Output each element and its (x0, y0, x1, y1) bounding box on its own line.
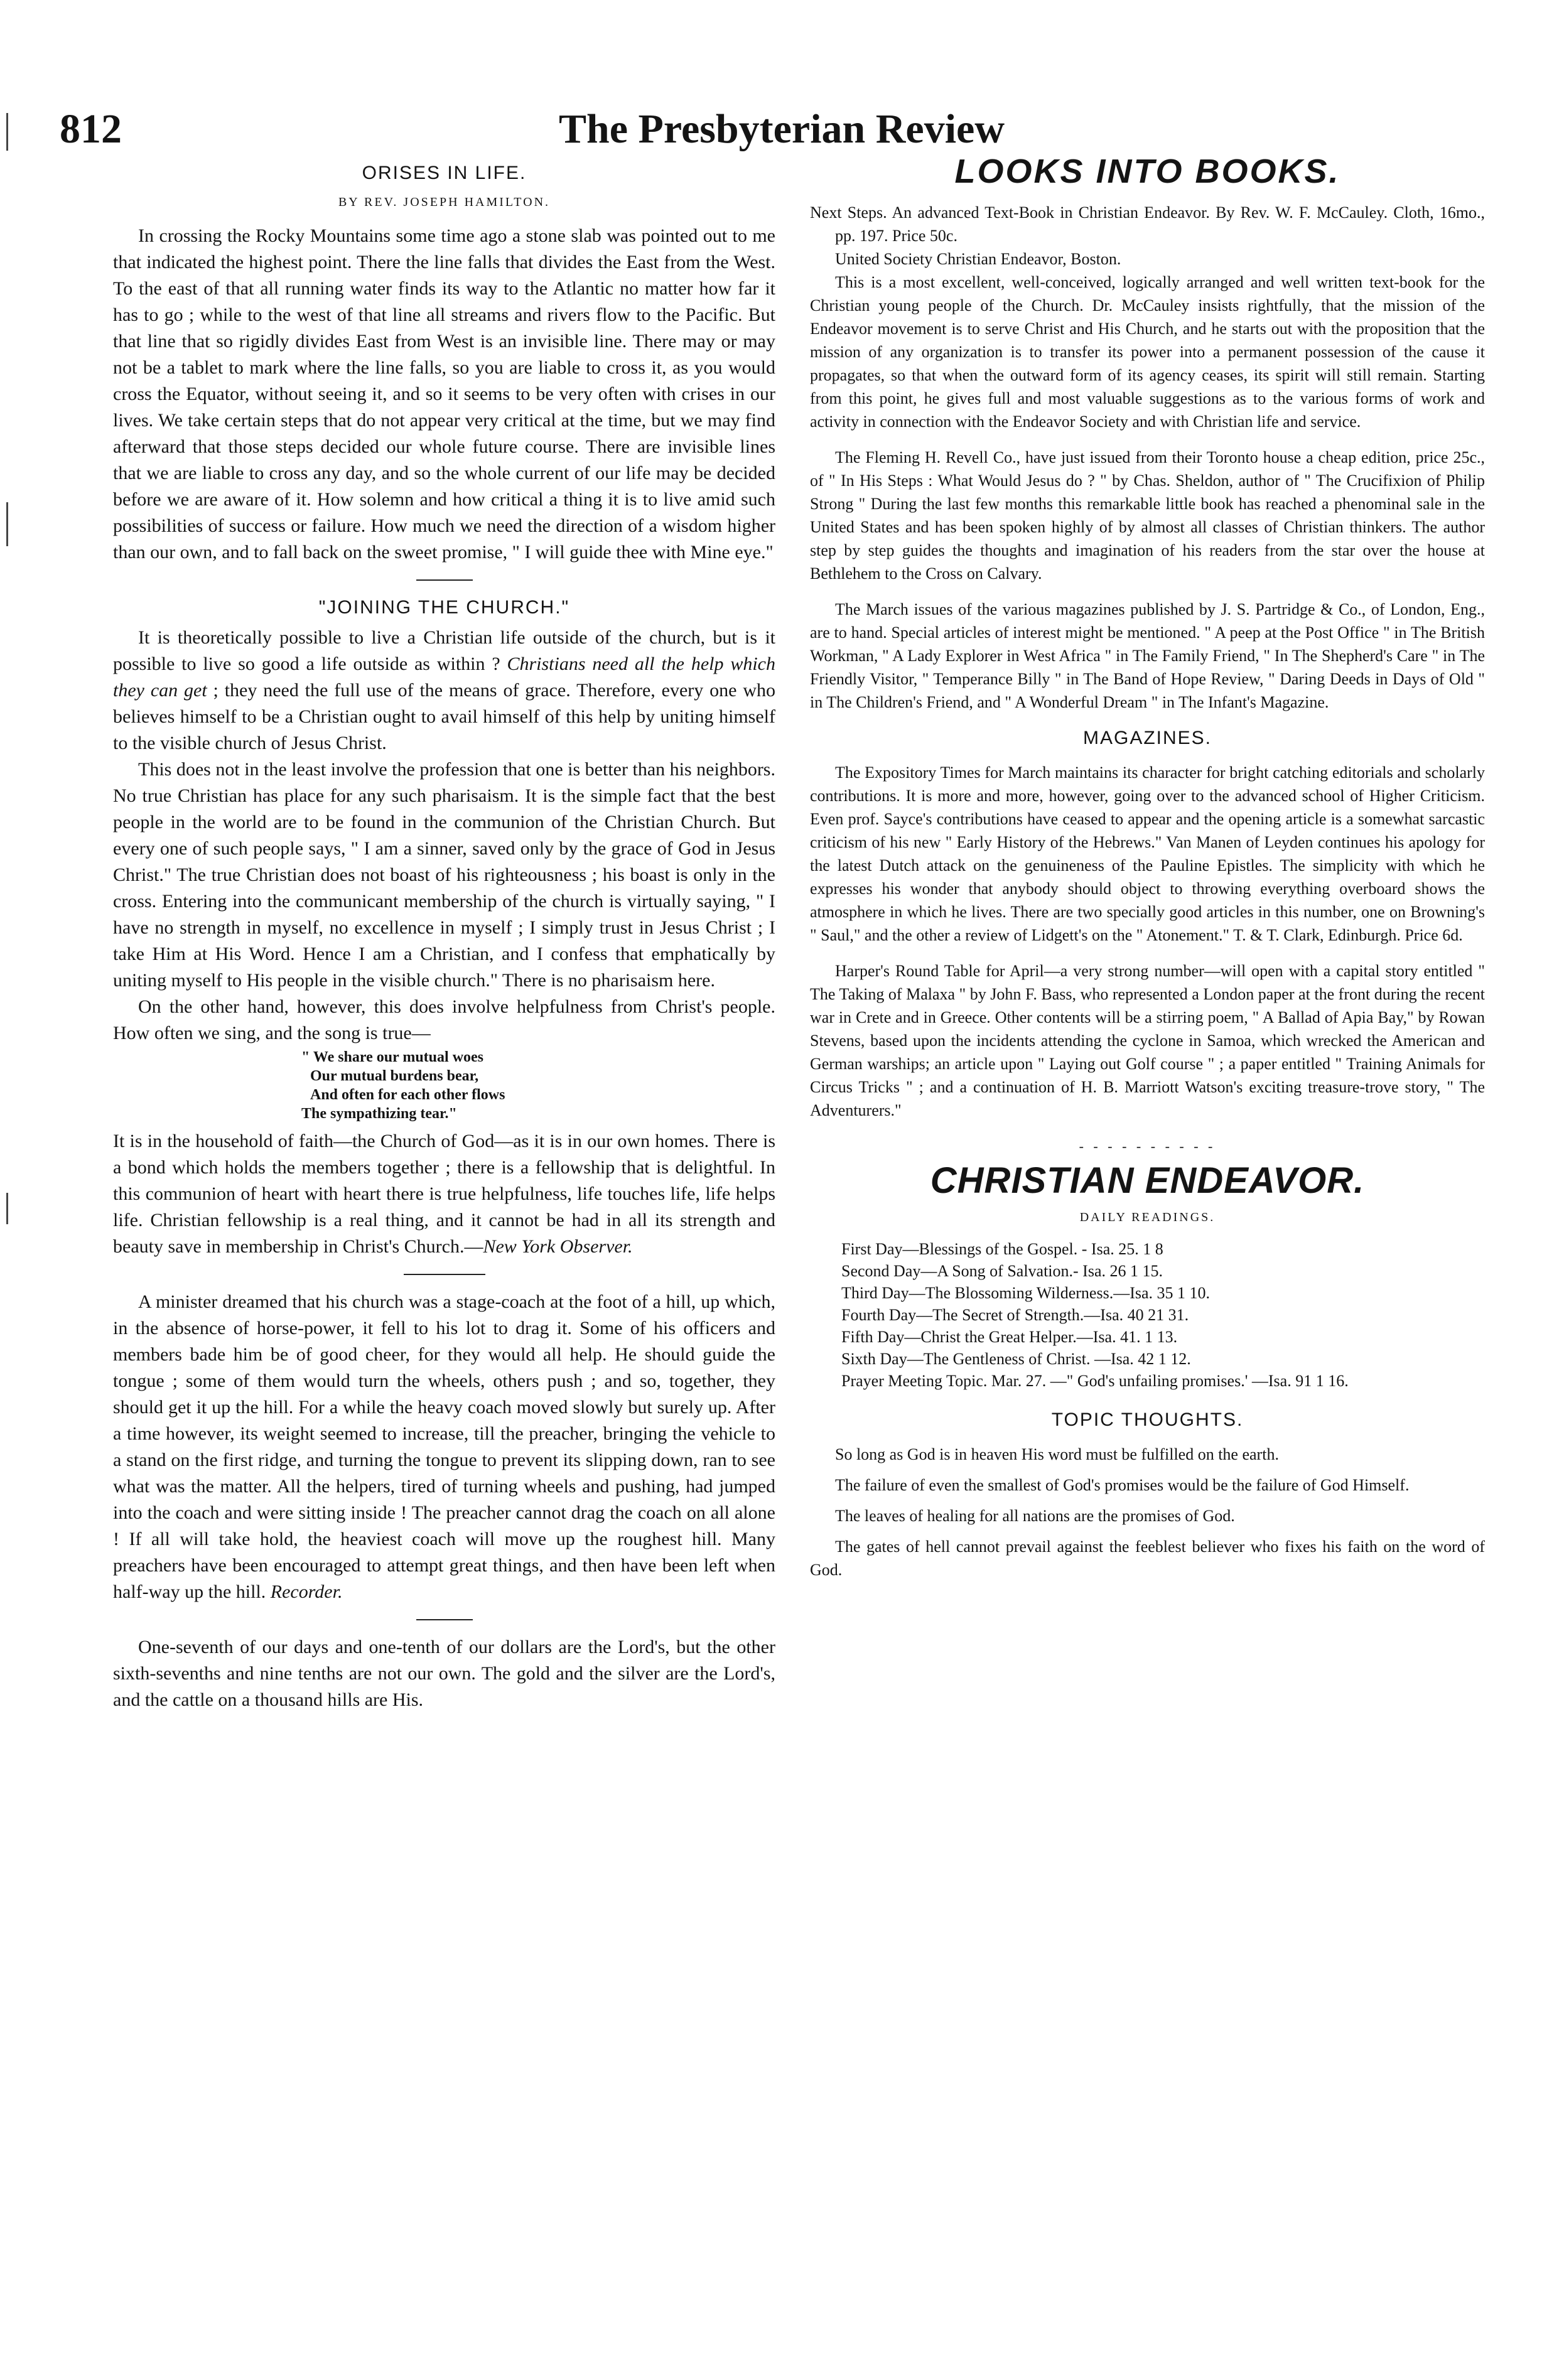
section-heading: TOPIC THOUGHTS. (1051, 1409, 1244, 1430)
article-paragraph: On the other hand, however, this does involve helpfulness from Christ's people. How often we sing, and the song is true— (113, 996, 775, 1043)
margin-mark (6, 502, 8, 546)
reading-list (810, 1238, 1485, 1392)
book-entry: Next Steps. An advanced Text-Book in Christian Endeavor. By Rev. W. F. McCauley. Cloth, 16mo., pp. 197. Price 50c. (810, 203, 1485, 245)
poem-line: Our mutual burdens bear, (310, 1068, 479, 1084)
list-item: Fifth Day—Christ the Great Helper.—Isa. 41. 1 13. (841, 1328, 1178, 1346)
article-paragraph: In crossing the Rocky Mountains some time ago a stone slab was pointed out to me that indicated the highest point. There the line falls that divides the East from the West. To the east of that all running water finds its way to the Atlantic no matter how far it has to go ; while to the west of that line all streams and rivers flow to the Pacific. But that line that so rigidly divides East from West is an invisible line. There may or may not be a tablet to mark where the line falls, so you are liable to cross it, as you would cross the Equator, without seeing it, and so it seems to be very often with crises in our lives. We take certain steps that do not appear very critical at the time, but we may find afterward that those steps decided our whole future course. There are invisible lines that we are liable to cross any day, and so the whole current of our life may be decided before we are aware of it. How solemn and how critical a thing it is to live amid such possibilities of success or failure. How much we need the direction of a wisdom higher than our own, and to fall back on the sweet promise, " I will guide thee with Mine eye." (113, 225, 775, 563)
source-credit: New York Observer. (483, 1236, 633, 1257)
divider (416, 1619, 473, 1620)
list-item: Sixth Day—The Gentleness of Christ. —Isa. 42 1 12. (841, 1350, 1191, 1368)
section-heading: CHRISTIAN ENDEAVOR. (930, 1160, 1365, 1201)
text-run: ; they need the full use of the means of grace. Therefore, every one who believes himself to be a Christian ought to avail himself of this help by uniting himself to the visible church of Jesus Christ. (113, 680, 775, 753)
list-item: Fourth Day—The Secret of Strength.—Isa. 40 21 31. (841, 1306, 1189, 1324)
divider (416, 579, 473, 581)
text-run: It is theoretically possible to live a Christian life outside of the church, but is it possible to live so good a life outside as within ? (113, 627, 775, 674)
article-paragraph (113, 1289, 775, 1605)
margin-mark (6, 113, 8, 151)
book-publisher: United Society Christian Endeavor, Boston. (835, 250, 1121, 268)
article-paragraph (113, 625, 775, 757)
article-paragraph: This does not in the least involve the profession that one is better than his neighbors. No true Christian has place for any such pharisaism. It is the simple fact that the best people in the world are to be found in the communion of the Christian Church. But every one of such people says, " I am a sinner, saved only by the grace of God in Jesus Christ." The true Christian does not boast of his righteousness ; his boast is only in the cross. Entering into the communicant membership of the church is virtually saying, " I have no strength in myself, no excellence in myself ; I simply trust in Jesus Christ ; I take Him at His Word. Hence I am a Christian, and I confess that emphatically by uniting myself to His people in the visible church." There is no pharisaism here. (113, 759, 775, 991)
text-run: It is in the household of faith—the Church of God—as it is in our own homes. There is a bond which holds the members together ; there is a fellowship that is delightful. In this communion of heart with heart there is true helpfulness, life touches life, life helps life. Christian fellowship is a real thing, and it cannot be had in all its strength and beauty save in membership in Christ's Church.— (113, 1131, 775, 1257)
review-paragraph: This is a most excellent, well-conceived, logically arranged and well written text-book for the Christian young people of the Church. Dr. McCauley insists rightfully, that the mission of the Endeavor movement is to serve Christ and His Church, and he starts out with the proposition that the mission of any organization is to transfer its power into a permanent possession of the cause it propagates, so that when the outward form of its agency ceases, its spirit will still remain. Starting from this point, he gives full and most valuable suggestions as to the various forms of work and activity in connection with the Endeavor Society and with Christian life and service. (810, 273, 1485, 431)
list-item: The leaves of healing for all nations are the promises of God. (835, 1507, 1235, 1525)
right-column (810, 153, 1485, 1581)
page-number: 812 (60, 106, 122, 152)
list-item: Second Day—A Song of Salvation.- Isa. 26 1 15. (841, 1262, 1163, 1280)
section-heading: MAGAZINES. (1082, 728, 1212, 748)
list-item: First Day—Blessings of the Gospel. - Isa. 25. 1 8 (841, 1240, 1163, 1258)
poem-line: " We share our mutual woes (301, 1049, 484, 1065)
list-item: Prayer Meeting Topic. Mar. 27. —" God's unfailing promises.' —Isa. 91 1 16. (841, 1372, 1349, 1390)
poem-quote (301, 1048, 775, 1123)
margin-mark (6, 1193, 8, 1224)
article-paragraph (113, 1128, 775, 1260)
article-title: "JOINING THE CHURCH." (318, 597, 570, 618)
byline: BY REV. JOSEPH HAMILTON. (338, 195, 551, 209)
list-item: Third Day—The Blossoming Wilderness.—Isa. 35 1 10. (841, 1284, 1211, 1302)
section-heading: LOOKS INTO BOOKS. (954, 153, 1340, 190)
article-paragraph: One-seventh of our days and one-tenth of our dollars are the Lord's, but the other sixth-sevenths and nine tenths are not our own. The gold and the silver are the Lord's, and the cattle on a thousand hills are His. (113, 1637, 775, 1710)
italic-run: Christians need all the help which they can get (113, 654, 775, 701)
article-title: ORISES IN LIFE. (362, 163, 527, 183)
list-item: So long as God is in heaven His word must be fulfilled on the earth. (835, 1445, 1279, 1463)
review-paragraph: The March issues of the various magazines published by J. S. Partridge & Co., of London, Eng., are to hand. Special articles of interest might be mentioned. " A peep at the Post Office " in The British Workman, " A Lady Explorer in West Africa " in The Family Friend, " In The Shepherd's Care " in The Friendly Visitor, " Temperance Billy " in The Band of Hope Review, " Daring Deeds in Days of Old " in The Children's Friend, and " A Wonderful Dream " in The Infant's Magazine. (810, 600, 1485, 711)
source-credit: Recorder. (270, 1581, 343, 1602)
list-item: The gates of hell cannot prevail against the feeblest believer who fixes his faith on the word of God. (810, 1537, 1485, 1579)
poem-line: And often for each other flows (310, 1087, 505, 1103)
left-column (113, 160, 775, 1713)
review-paragraph: The Expository Times for March maintains its character for bright catching editorials and scholarly contributions. It is more and more, however, going over to the advanced school of Higher Criticism. Even prof. Sayce's contributions have ceased to appear and the opening article is a somewhat sarcastic criticism of his new " Early History of the Hebrews." Van Manen of Leyden continues his apology for the latest Dutch attack on the genuineness of the Pauline Epistles. The simplicity with which he expresses his wonder that anybody should object to throwing everything overboard shows the atmosphere in which he lives. There are two specially good articles in this number, one on Browning's " Saul," and the other a review of Lidgett's on the " Atonement." T. & T. Clark, Edinburgh. Price 6d. (810, 763, 1485, 944)
poem-line: The sympathizing tear." (301, 1106, 457, 1122)
divider (404, 1274, 485, 1275)
review-paragraph: The Fleming H. Revell Co., have just issued from their Toronto house a cheap edition, price 25c., of " In His Steps : What Would Jesus do ? " by Chas. Sheldon, author of " The Crucifixion of Philip Strong " During the last few months this remarkable little book has reached a phenominal sale in the United States and has been spoken highly of by almost all classes of Christian thinkers. The author step by step guides the thoughts and imagination of his readers from the star over the house at Bethlehem to the Cross on Calvary. (810, 448, 1485, 583)
review-paragraph: Harper's Round Table for April—a very strong number—will open with a capital story entitled " The Taking of Malaxa " by John F. Bass, who represented a London paper at the front during the recent war in Crete and in Greece. Other contents will be a stirring poem, " A Ballad of Apia Bay," by Rowan Stevens, based upon the incidents attending the cyclone in Samoa, which wrecked the American and German warships; an article upon " Laying out Golf course " ; a paper entitled " Training Animals for Circus Tricks " ; and a continuation of H. B. Marriott Watson's exciting treasure-trove story, " The Adventurers." (810, 962, 1485, 1119)
masthead: The Presbyterian Review (559, 106, 1005, 152)
text-run: A minister dreamed that his church was a stage-coach at the foot of a hill, up which, in the absence of horse-power, it fell to his lot to drag it. Some of his officers and members bade him be of good cheer, for they would all help. He should guide the tongue ; some of them would turn the wheels, others push ; and so, together, they should get it up the hill. For a while the heavy coach moved slowly but surely up. After a time however, its weight seemed to increase, till the preacher, bringing the vehicle to a stand on the first ridge, and turning the tongue to prevent its slipping down, ran to see what was the matter. All the helpers, tired of turning wheels and pushing, had jumped into the coach and were sitting inside ! The preacher cannot drag the coach on all alone ! If all will take hold, the heaviest coach will move up the roughest hill. Many preachers have been encouraged to attempt great things, and then have been left when half-way up the hill. (113, 1291, 775, 1602)
subheading: DAILY READINGS. (1079, 1210, 1216, 1224)
divider: - - - - - - - - - - (1079, 1138, 1216, 1154)
list-item: The failure of even the smallest of God's promises would be the failure of God Himself. (835, 1476, 1410, 1494)
